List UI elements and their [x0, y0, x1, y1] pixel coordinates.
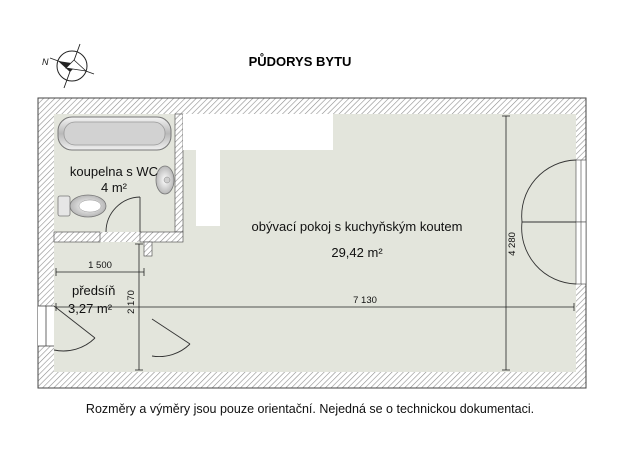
bathroom-right-wall — [175, 114, 183, 232]
room-name-hall: předsíň — [72, 283, 116, 298]
page-title: PŮDORYS BYTU — [248, 54, 352, 69]
compass-north-arrow-icon — [42, 44, 94, 88]
room-name-living: obývací pokoj s kuchyňským koutem — [251, 219, 463, 234]
bathtub-icon — [58, 117, 171, 150]
dim-living-length: 7 130 — [353, 295, 377, 306]
bathroom-bottom-wall-right — [140, 232, 183, 242]
sink-icon — [156, 166, 174, 194]
room-area-bathroom: 4 m² — [101, 180, 127, 195]
disclaimer-note: Rozměry a výměry jsou pouze orientační. Nejedná se o technickou dokumentaci. — [85, 402, 535, 416]
dim-hall-depth: 2 170 — [126, 290, 137, 314]
room-name-bathroom: koupelna s WC — [69, 164, 159, 179]
hall-right-wall — [144, 242, 152, 256]
dim-living-depth: 4 280 — [507, 232, 518, 256]
room-area-living: 29,42 m² — [331, 245, 383, 260]
room-area-hall: 3,27 m² — [68, 301, 113, 316]
toilet-icon — [58, 195, 106, 217]
dim-hall-width: 1 500 — [88, 260, 112, 271]
bathroom-bottom-wall-left — [54, 232, 100, 242]
compass-north-label: N — [42, 57, 49, 67]
